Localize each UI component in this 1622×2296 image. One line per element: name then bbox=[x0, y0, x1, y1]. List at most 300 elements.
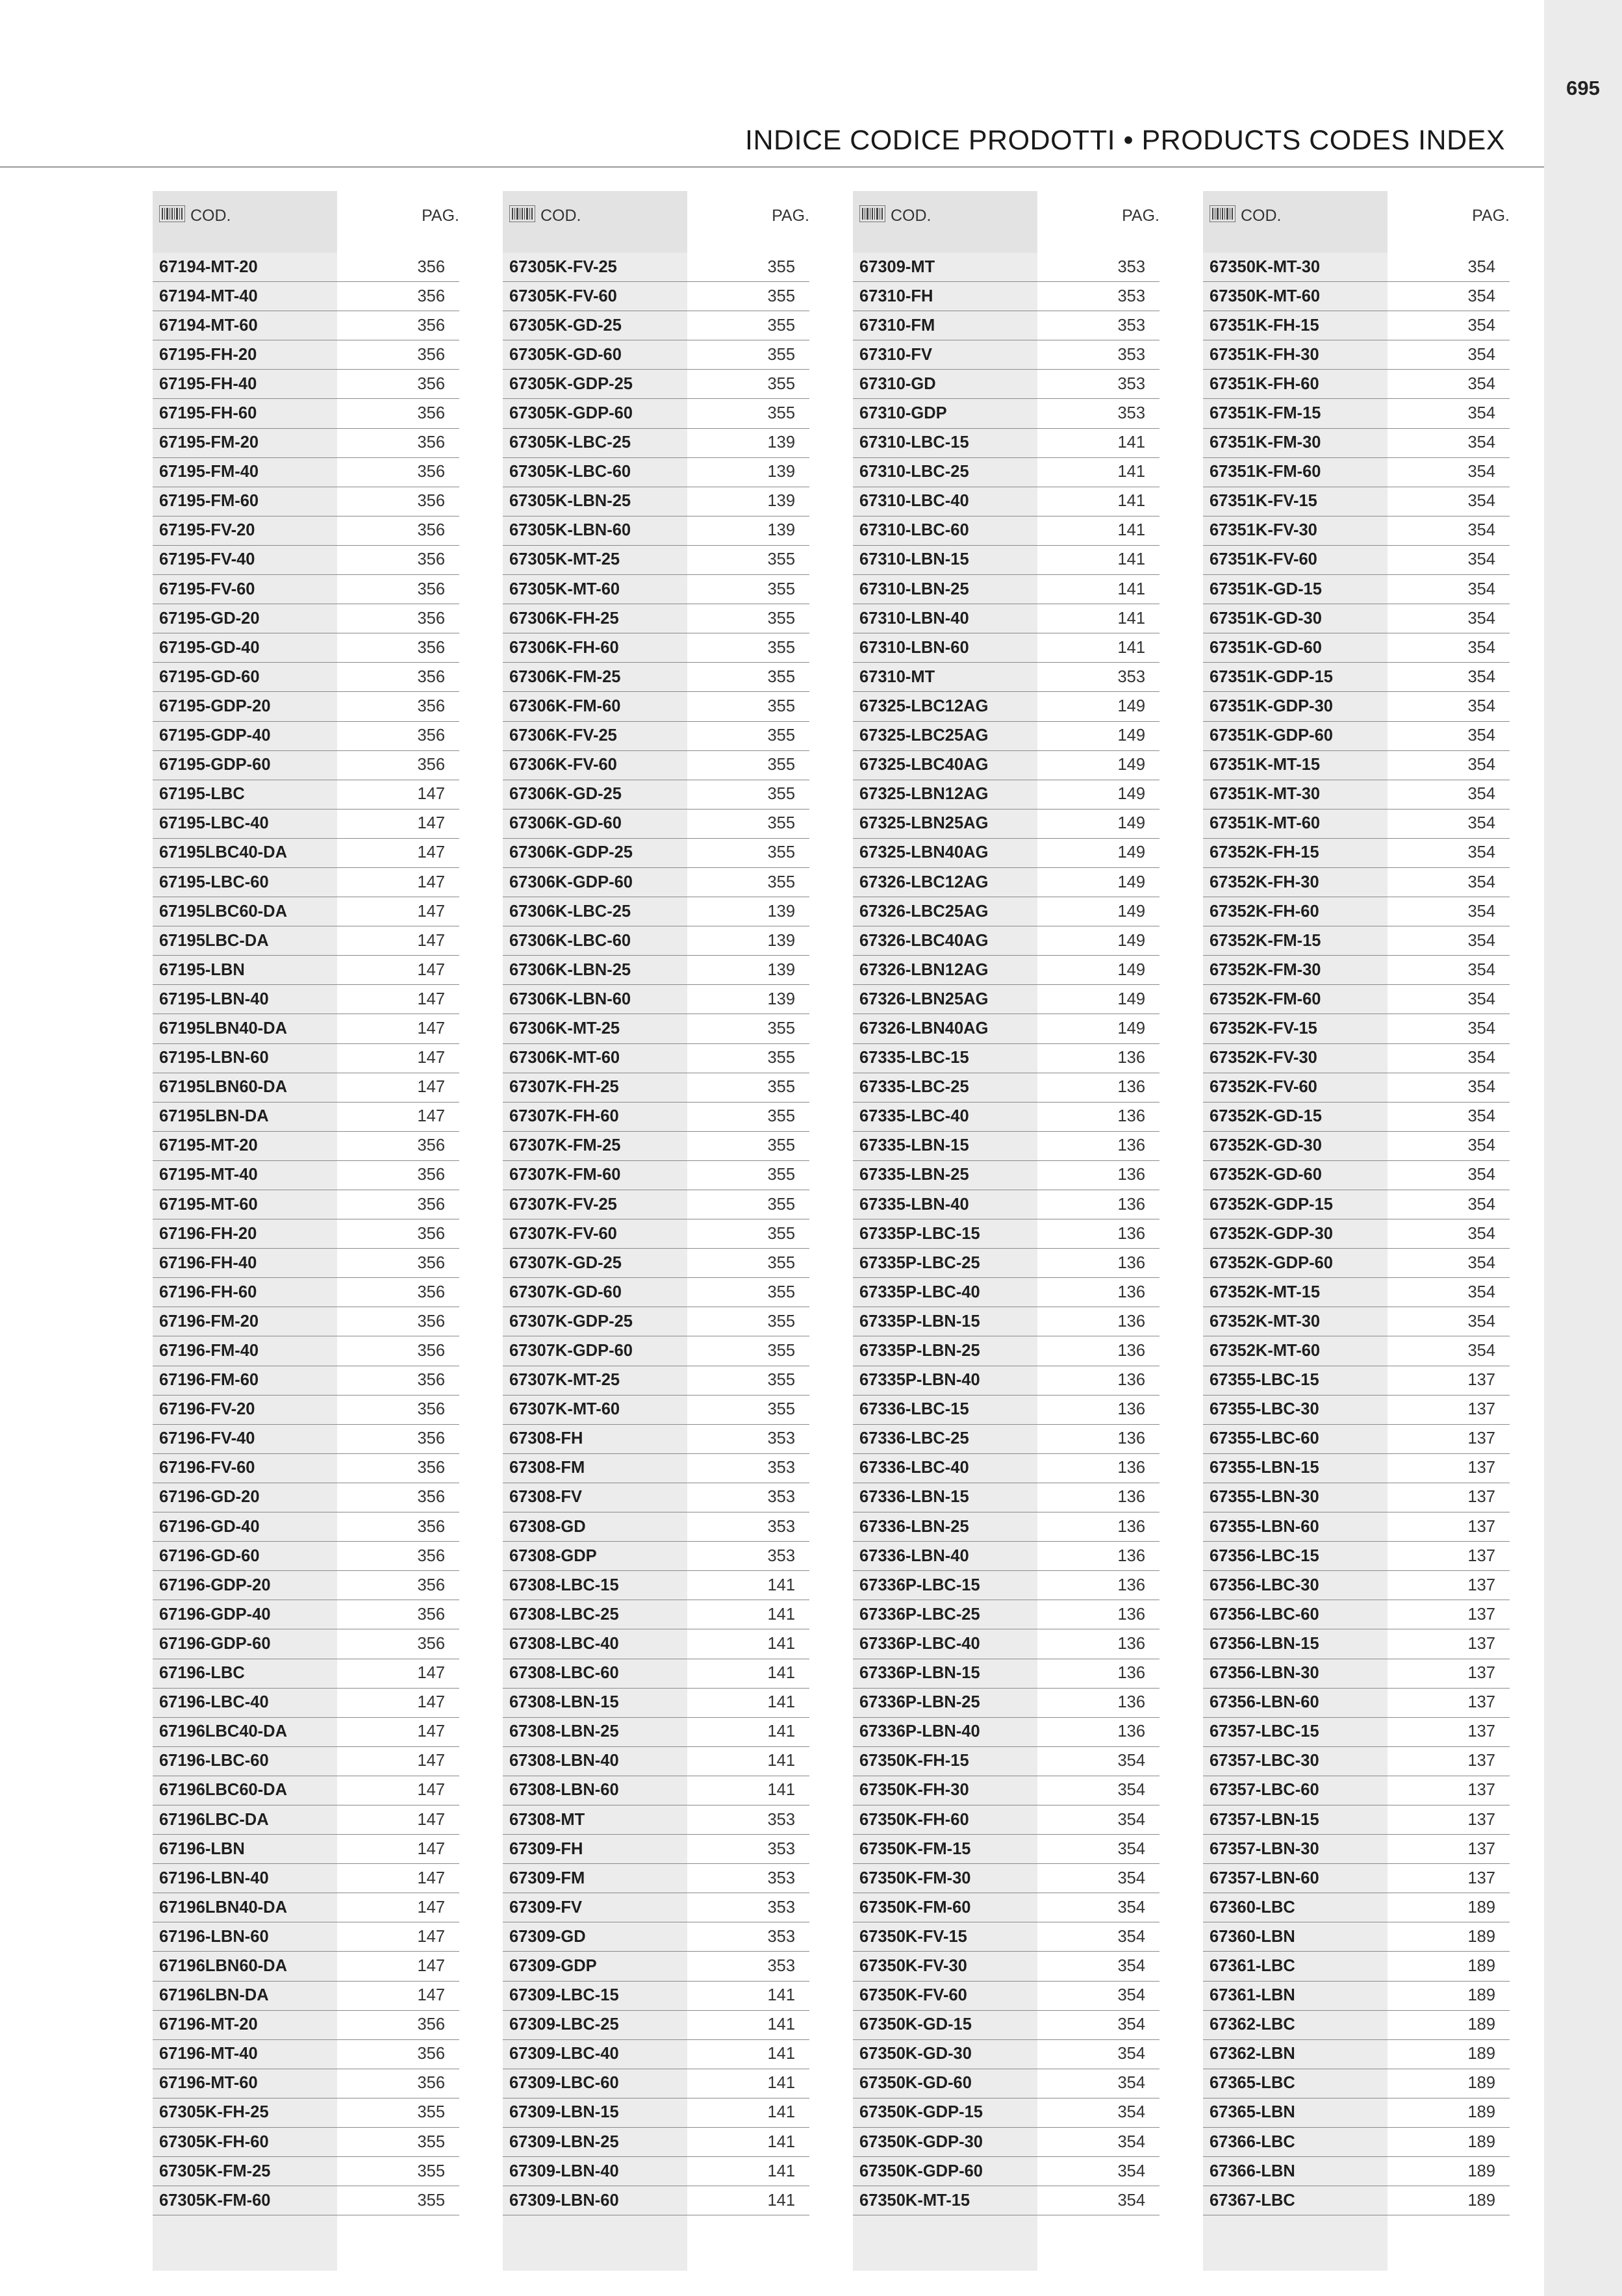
product-code: 67350K-MT-30 bbox=[1210, 257, 1321, 276]
side-band bbox=[1544, 0, 1622, 2296]
table-row bbox=[153, 810, 459, 839]
product-code: 67308-FM bbox=[509, 1459, 585, 1477]
page-ref: 355 bbox=[767, 1019, 795, 1038]
table-row bbox=[153, 1396, 459, 1425]
table-row bbox=[1203, 926, 1510, 956]
product-code: 67196-MT-40 bbox=[159, 2045, 258, 2063]
product-code: 67352K-FV-30 bbox=[1210, 1049, 1317, 1067]
page-ref: 353 bbox=[767, 1898, 795, 1917]
table-row bbox=[153, 2157, 459, 2186]
product-code: 67352K-FV-15 bbox=[1210, 1019, 1317, 1038]
product-code: 67309-LBC-60 bbox=[509, 2074, 619, 2093]
table-row bbox=[853, 1571, 1159, 1600]
page-ref: 147 bbox=[417, 931, 445, 950]
page-ref: 353 bbox=[767, 1839, 795, 1858]
table-row bbox=[503, 897, 809, 926]
table-row bbox=[1203, 370, 1510, 399]
product-code: 67307K-MT-60 bbox=[509, 1400, 620, 1419]
table-row bbox=[503, 751, 809, 780]
product-code: 67196-GD-40 bbox=[159, 1517, 260, 1536]
page-ref: 355 bbox=[767, 1342, 795, 1360]
column-header bbox=[853, 191, 1159, 253]
table-row bbox=[503, 1893, 809, 1922]
product-code: 67309-GDP bbox=[509, 1956, 597, 1975]
page-ref: 354 bbox=[1467, 756, 1495, 774]
page-ref: 189 bbox=[1467, 1927, 1495, 1946]
page-ref: 356 bbox=[417, 1400, 445, 1419]
page-ref: 147 bbox=[417, 873, 445, 891]
page-ref: 356 bbox=[417, 433, 445, 452]
table-row bbox=[153, 1249, 459, 1278]
page-ref: 137 bbox=[1467, 1752, 1495, 1770]
page-ref: 147 bbox=[417, 989, 445, 1008]
table-row bbox=[153, 1366, 459, 1396]
table-row bbox=[503, 370, 809, 399]
table-row bbox=[503, 253, 809, 282]
product-code: 67352K-GDP-30 bbox=[1210, 1224, 1333, 1243]
product-code: 67308-LBN-60 bbox=[509, 1781, 619, 1800]
page-ref: 189 bbox=[1467, 1956, 1495, 1975]
table-row bbox=[153, 1571, 459, 1600]
page-ref: 355 bbox=[767, 1371, 795, 1390]
page-ref: 147 bbox=[417, 1049, 445, 1067]
table-row bbox=[503, 1864, 809, 1893]
table-row bbox=[1203, 1454, 1510, 1483]
table-row bbox=[503, 1249, 809, 1278]
page-ref: 354 bbox=[1467, 814, 1495, 833]
page-ref: 355 bbox=[767, 1312, 795, 1331]
page-ref: 354 bbox=[1117, 2162, 1145, 2180]
page-ref: 137 bbox=[1467, 1429, 1495, 1448]
product-code: 67310-LBC-25 bbox=[859, 463, 969, 481]
product-code: 67365-LBN bbox=[1210, 2103, 1295, 2122]
page-title: INDICE CODICE PRODOTTI • PRODUCTS CODES INDEX bbox=[745, 125, 1505, 156]
page-ref: 141 bbox=[767, 1693, 795, 1712]
product-code: 67352K-FM-30 bbox=[1210, 960, 1321, 979]
page-ref: 355 bbox=[417, 2162, 445, 2180]
product-code: 67310-FV bbox=[859, 345, 932, 364]
product-code: 67196LBN-DA bbox=[159, 1986, 269, 2005]
product-code: 67195LBN-DA bbox=[159, 1107, 269, 1126]
page-ref: 147 bbox=[417, 1693, 445, 1712]
product-code: 67306K-GDP-25 bbox=[509, 843, 633, 862]
table-row bbox=[853, 1542, 1159, 1571]
table-row bbox=[1203, 1600, 1510, 1629]
product-code: 67357-LBC-15 bbox=[1210, 1722, 1319, 1741]
product-code: 67356-LBC-60 bbox=[1210, 1605, 1319, 1624]
page-ref: 139 bbox=[767, 960, 795, 979]
page-ref: 136 bbox=[1117, 1166, 1145, 1184]
page-ref: 149 bbox=[1117, 931, 1145, 950]
product-code: 67352K-FH-60 bbox=[1210, 902, 1319, 921]
product-code: 67195-FM-20 bbox=[159, 433, 259, 452]
barcode-icon bbox=[509, 205, 535, 222]
product-code: 67351K-GDP-15 bbox=[1210, 667, 1333, 686]
product-code: 67195LBC-DA bbox=[159, 931, 269, 950]
table-row bbox=[853, 663, 1159, 692]
product-code: 67196-FV-40 bbox=[159, 1429, 255, 1448]
table-row bbox=[1203, 810, 1510, 839]
page-ref: 354 bbox=[1467, 257, 1495, 276]
page-ref: 141 bbox=[767, 1605, 795, 1624]
table-row bbox=[153, 1864, 459, 1893]
table-row bbox=[503, 429, 809, 458]
product-code: 67307K-GD-25 bbox=[509, 1253, 622, 1272]
page-ref: 147 bbox=[417, 1986, 445, 2005]
table-row bbox=[153, 1542, 459, 1571]
page-ref: 353 bbox=[767, 1927, 795, 1946]
product-code: 67335-LBC-40 bbox=[859, 1107, 969, 1126]
page-ref: 355 bbox=[767, 1195, 795, 1214]
page-ref: 356 bbox=[417, 609, 445, 628]
page-ref: 147 bbox=[417, 1664, 445, 1683]
table-row bbox=[503, 2011, 809, 2040]
table-row bbox=[1203, 1161, 1510, 1190]
table-row bbox=[153, 546, 459, 575]
page-ref: 354 bbox=[1117, 1986, 1145, 2005]
page-ref: 356 bbox=[417, 404, 445, 423]
product-code: 67305K-FH-25 bbox=[159, 2103, 269, 2122]
page-ref: 147 bbox=[417, 785, 445, 804]
table-row bbox=[853, 2098, 1159, 2128]
table-row bbox=[153, 868, 459, 897]
table-row bbox=[153, 399, 459, 428]
product-code: 67310-GD bbox=[859, 374, 936, 393]
table-row bbox=[1203, 1425, 1510, 1454]
product-code: 67350K-FH-30 bbox=[859, 1781, 969, 1800]
page-ref: 355 bbox=[767, 696, 795, 715]
product-code: 67195-FH-40 bbox=[159, 374, 257, 393]
page-ref: 354 bbox=[1467, 374, 1495, 393]
page-ref: 354 bbox=[1467, 609, 1495, 628]
barcode-icon bbox=[859, 205, 885, 222]
product-code: 67357-LBN-30 bbox=[1210, 1839, 1319, 1858]
page-ref: 355 bbox=[767, 756, 795, 774]
table-row bbox=[153, 1014, 459, 1043]
product-code: 67195-LBC-40 bbox=[159, 814, 269, 833]
product-code: 67310-LBN-60 bbox=[859, 638, 969, 657]
page-ref: 147 bbox=[417, 1898, 445, 1917]
page-ref: 354 bbox=[1467, 1253, 1495, 1272]
table-row bbox=[153, 1718, 459, 1747]
product-code: 67195-GDP-20 bbox=[159, 696, 271, 715]
product-code: 67351K-FV-15 bbox=[1210, 492, 1317, 511]
page-ref: 353 bbox=[767, 1517, 795, 1536]
page-ref: 355 bbox=[767, 1253, 795, 1272]
product-code: 67305K-FV-25 bbox=[509, 257, 617, 276]
page-ref: 353 bbox=[767, 1488, 795, 1507]
table-row bbox=[503, 1396, 809, 1425]
product-code: 67309-LBC-15 bbox=[509, 1986, 619, 2005]
product-code: 67195-FH-20 bbox=[159, 345, 257, 364]
table-row bbox=[853, 1600, 1159, 1629]
product-code: 67306K-FV-60 bbox=[509, 756, 617, 774]
table-row bbox=[853, 1249, 1159, 1278]
table-row bbox=[853, 546, 1159, 575]
product-code: 67325-LBN40AG bbox=[859, 843, 989, 862]
page-ref: 136 bbox=[1117, 1312, 1145, 1331]
page-ref: 141 bbox=[767, 1575, 795, 1594]
table-row bbox=[1203, 956, 1510, 985]
product-code: 67195-FH-60 bbox=[159, 404, 257, 423]
table-row bbox=[503, 868, 809, 897]
table-row bbox=[1203, 1190, 1510, 1219]
page-ref: 147 bbox=[417, 1839, 445, 1858]
page-ref: 354 bbox=[1467, 316, 1495, 335]
page-ref: 136 bbox=[1117, 1107, 1145, 1126]
page-ref: 136 bbox=[1117, 1722, 1145, 1741]
product-code: 67352K-MT-60 bbox=[1210, 1342, 1321, 1360]
table-row bbox=[853, 340, 1159, 370]
table-row bbox=[153, 1307, 459, 1336]
product-code: 67306K-MT-60 bbox=[509, 1049, 620, 1067]
page-ref: 353 bbox=[767, 1956, 795, 1975]
product-code: 67307K-FH-60 bbox=[509, 1107, 619, 1126]
table-row bbox=[1203, 487, 1510, 517]
product-code: 67196-GD-20 bbox=[159, 1488, 260, 1507]
table-row bbox=[1203, 1629, 1510, 1659]
table-row bbox=[1203, 1396, 1510, 1425]
page-ref: 354 bbox=[1467, 696, 1495, 715]
product-code: 67360-LBC bbox=[1210, 1898, 1295, 1917]
product-code: 67305K-FV-60 bbox=[509, 287, 617, 305]
table-row bbox=[503, 1629, 809, 1659]
table-row bbox=[503, 956, 809, 985]
page-ref: 354 bbox=[1117, 1956, 1145, 1975]
product-code: 67352K-FM-60 bbox=[1210, 989, 1321, 1008]
page-ref: 354 bbox=[1117, 2103, 1145, 2122]
page-ref: 354 bbox=[1117, 1752, 1145, 1770]
page-ref: 356 bbox=[417, 492, 445, 511]
table-row bbox=[503, 2098, 809, 2128]
product-code: 67195-GD-20 bbox=[159, 609, 260, 628]
page-ref: 354 bbox=[1467, 873, 1495, 891]
product-code: 67309-LBC-25 bbox=[509, 2015, 619, 2034]
page-ref: 149 bbox=[1117, 873, 1145, 891]
table-row bbox=[153, 2128, 459, 2157]
product-code: 67350K-GD-30 bbox=[859, 2045, 972, 2063]
table-row bbox=[853, 1805, 1159, 1835]
page-ref: 137 bbox=[1467, 1810, 1495, 1829]
table-row bbox=[1203, 780, 1510, 810]
table-row bbox=[1203, 1278, 1510, 1307]
product-code: 67195-FM-40 bbox=[159, 463, 259, 481]
page-ref: 147 bbox=[417, 960, 445, 979]
page-ref: 141 bbox=[1117, 492, 1145, 511]
product-code: 67305K-LBC-25 bbox=[509, 433, 631, 452]
product-code: 67194-MT-20 bbox=[159, 257, 258, 276]
product-code: 67310-GDP bbox=[859, 404, 947, 423]
page-ref: 354 bbox=[1467, 1166, 1495, 1184]
product-code: 67352K-MT-30 bbox=[1210, 1312, 1321, 1331]
product-code: 67336P-LBC-40 bbox=[859, 1634, 980, 1653]
table-row bbox=[1203, 1073, 1510, 1103]
table-row bbox=[853, 1073, 1159, 1103]
table-row bbox=[153, 282, 459, 311]
table-row bbox=[153, 458, 459, 487]
product-code: 67309-LBN-40 bbox=[509, 2162, 619, 2180]
product-code: 67307K-GD-60 bbox=[509, 1282, 622, 1301]
page-ref: 137 bbox=[1467, 1371, 1495, 1390]
table-row bbox=[1203, 722, 1510, 751]
product-code: 67195LBC40-DA bbox=[159, 843, 288, 862]
page-ref: 189 bbox=[1467, 2015, 1495, 2034]
page-ref: 137 bbox=[1467, 1781, 1495, 1800]
product-code: 67308-LBC-60 bbox=[509, 1664, 619, 1683]
product-code: 67306K-LBN-60 bbox=[509, 989, 631, 1008]
table-row bbox=[503, 1278, 809, 1307]
page-ref: 136 bbox=[1117, 1546, 1145, 1565]
page-ref: 356 bbox=[417, 1517, 445, 1536]
table-row bbox=[853, 1483, 1159, 1512]
product-code: 67305K-LBC-60 bbox=[509, 463, 631, 481]
table-row bbox=[503, 458, 809, 487]
table-row bbox=[853, 311, 1159, 340]
product-code: 67195-GDP-60 bbox=[159, 756, 271, 774]
pag-header-label: PAG. bbox=[772, 207, 809, 225]
page-ref: 355 bbox=[767, 345, 795, 364]
product-code: 67326-LBC25AG bbox=[859, 902, 989, 921]
product-code: 67351K-GD-60 bbox=[1210, 638, 1322, 657]
page-ref: 137 bbox=[1467, 1575, 1495, 1594]
product-code: 67196-FV-20 bbox=[159, 1400, 255, 1419]
product-code: 67195-GD-60 bbox=[159, 667, 260, 686]
page-ref: 137 bbox=[1467, 1488, 1495, 1507]
page-ref: 141 bbox=[767, 2103, 795, 2122]
product-code: 67350K-FH-15 bbox=[859, 1752, 969, 1770]
product-code: 67336-LBC-15 bbox=[859, 1400, 969, 1419]
page-ref: 353 bbox=[1117, 287, 1145, 305]
table-row bbox=[1203, 751, 1510, 780]
product-code: 67352K-GD-30 bbox=[1210, 1136, 1322, 1155]
table-row bbox=[853, 1190, 1159, 1219]
row-list bbox=[503, 253, 809, 2215]
page-ref: 149 bbox=[1117, 726, 1145, 745]
table-row bbox=[853, 926, 1159, 956]
cod-header-label: COD. bbox=[190, 207, 231, 225]
product-code: 67355-LBC-15 bbox=[1210, 1371, 1319, 1390]
product-code: 67357-LBC-30 bbox=[1210, 1752, 1319, 1770]
product-code: 67310-LBC-60 bbox=[859, 521, 969, 540]
table-row bbox=[503, 839, 809, 868]
product-code: 67305K-GD-60 bbox=[509, 345, 622, 364]
page-ref: 356 bbox=[417, 667, 445, 686]
page-ref: 147 bbox=[417, 1869, 445, 1887]
table-row bbox=[503, 1718, 809, 1747]
table-row bbox=[853, 1835, 1159, 1864]
table-row bbox=[853, 1718, 1159, 1747]
barcode-icon bbox=[1210, 205, 1236, 222]
product-code: 67355-LBN-15 bbox=[1210, 1459, 1319, 1477]
product-code: 67350K-MT-60 bbox=[1210, 287, 1321, 305]
table-row bbox=[503, 604, 809, 633]
table-row bbox=[853, 1864, 1159, 1893]
product-code: 67196-LBC-60 bbox=[159, 1752, 269, 1770]
product-code: 67350K-FH-60 bbox=[859, 1810, 969, 1829]
product-code: 67365-LBC bbox=[1210, 2074, 1295, 2093]
table-row bbox=[853, 1512, 1159, 1542]
page-ref: 354 bbox=[1467, 960, 1495, 979]
table-row bbox=[853, 839, 1159, 868]
product-code: 67336P-LBN-40 bbox=[859, 1722, 980, 1741]
table-row bbox=[503, 517, 809, 546]
product-code: 67309-FH bbox=[509, 1839, 583, 1858]
page-ref: 354 bbox=[1467, 1078, 1495, 1097]
table-row bbox=[503, 399, 809, 428]
table-row bbox=[153, 1483, 459, 1512]
table-row bbox=[1203, 839, 1510, 868]
table-row bbox=[853, 2128, 1159, 2157]
page-ref: 147 bbox=[417, 1722, 445, 1741]
product-code: 67351K-MT-15 bbox=[1210, 756, 1321, 774]
product-code: 67351K-FV-60 bbox=[1210, 550, 1317, 569]
product-code: 67351K-FH-15 bbox=[1210, 316, 1319, 335]
page-ref: 356 bbox=[417, 2074, 445, 2093]
page-ref: 137 bbox=[1467, 1869, 1495, 1887]
table-row bbox=[503, 1982, 809, 2011]
table-row bbox=[1203, 1014, 1510, 1043]
page-ref: 137 bbox=[1467, 1605, 1495, 1624]
page-ref: 354 bbox=[1467, 902, 1495, 921]
table-row bbox=[853, 1922, 1159, 1952]
table-row bbox=[1203, 311, 1510, 340]
table-row bbox=[853, 1425, 1159, 1454]
product-code: 67350K-FV-30 bbox=[859, 1956, 967, 1975]
page-ref: 355 bbox=[767, 316, 795, 335]
product-code: 67196-FM-20 bbox=[159, 1312, 259, 1331]
table-row bbox=[853, 1982, 1159, 2011]
table-row bbox=[503, 1425, 809, 1454]
table-row bbox=[153, 780, 459, 810]
page-ref: 354 bbox=[1117, 1781, 1145, 1800]
table-row bbox=[853, 722, 1159, 751]
table-row bbox=[853, 253, 1159, 282]
table-row bbox=[1203, 340, 1510, 370]
product-code: 67195LBN60-DA bbox=[159, 1078, 288, 1097]
product-code: 67356-LBN-60 bbox=[1210, 1693, 1319, 1712]
index-column-2 bbox=[503, 191, 809, 2210]
product-code: 67306K-GD-60 bbox=[509, 814, 622, 833]
page-ref: 149 bbox=[1117, 989, 1145, 1008]
page-ref: 354 bbox=[1117, 1898, 1145, 1917]
product-code: 67335P-LBC-40 bbox=[859, 1282, 980, 1301]
product-code: 67356-LBN-30 bbox=[1210, 1664, 1319, 1683]
page-ref: 354 bbox=[1467, 463, 1495, 481]
page-ref: 136 bbox=[1117, 1195, 1145, 1214]
product-code: 67196-FH-60 bbox=[159, 1282, 257, 1301]
page-ref: 356 bbox=[417, 2045, 445, 2063]
table-row bbox=[1203, 1805, 1510, 1835]
page-ref: 355 bbox=[767, 374, 795, 393]
table-row bbox=[503, 1747, 809, 1776]
page-ref: 356 bbox=[417, 287, 445, 305]
page-ref: 354 bbox=[1467, 1282, 1495, 1301]
page-ref: 141 bbox=[1117, 638, 1145, 657]
product-code: 67305K-GD-25 bbox=[509, 316, 622, 335]
table-row bbox=[503, 2128, 809, 2157]
table-row bbox=[153, 1952, 459, 1981]
page-ref: 356 bbox=[417, 1429, 445, 1448]
product-code: 67356-LBC-30 bbox=[1210, 1575, 1319, 1594]
page-ref: 137 bbox=[1467, 1400, 1495, 1419]
table-row bbox=[153, 1982, 459, 2011]
product-code: 67307K-FM-25 bbox=[509, 1136, 621, 1155]
product-code: 67350K-FM-15 bbox=[859, 1839, 971, 1858]
page-ref: 354 bbox=[1467, 1224, 1495, 1243]
page-ref: 141 bbox=[767, 1752, 795, 1770]
product-code: 67309-LBC-40 bbox=[509, 2045, 619, 2063]
table-row bbox=[153, 985, 459, 1014]
